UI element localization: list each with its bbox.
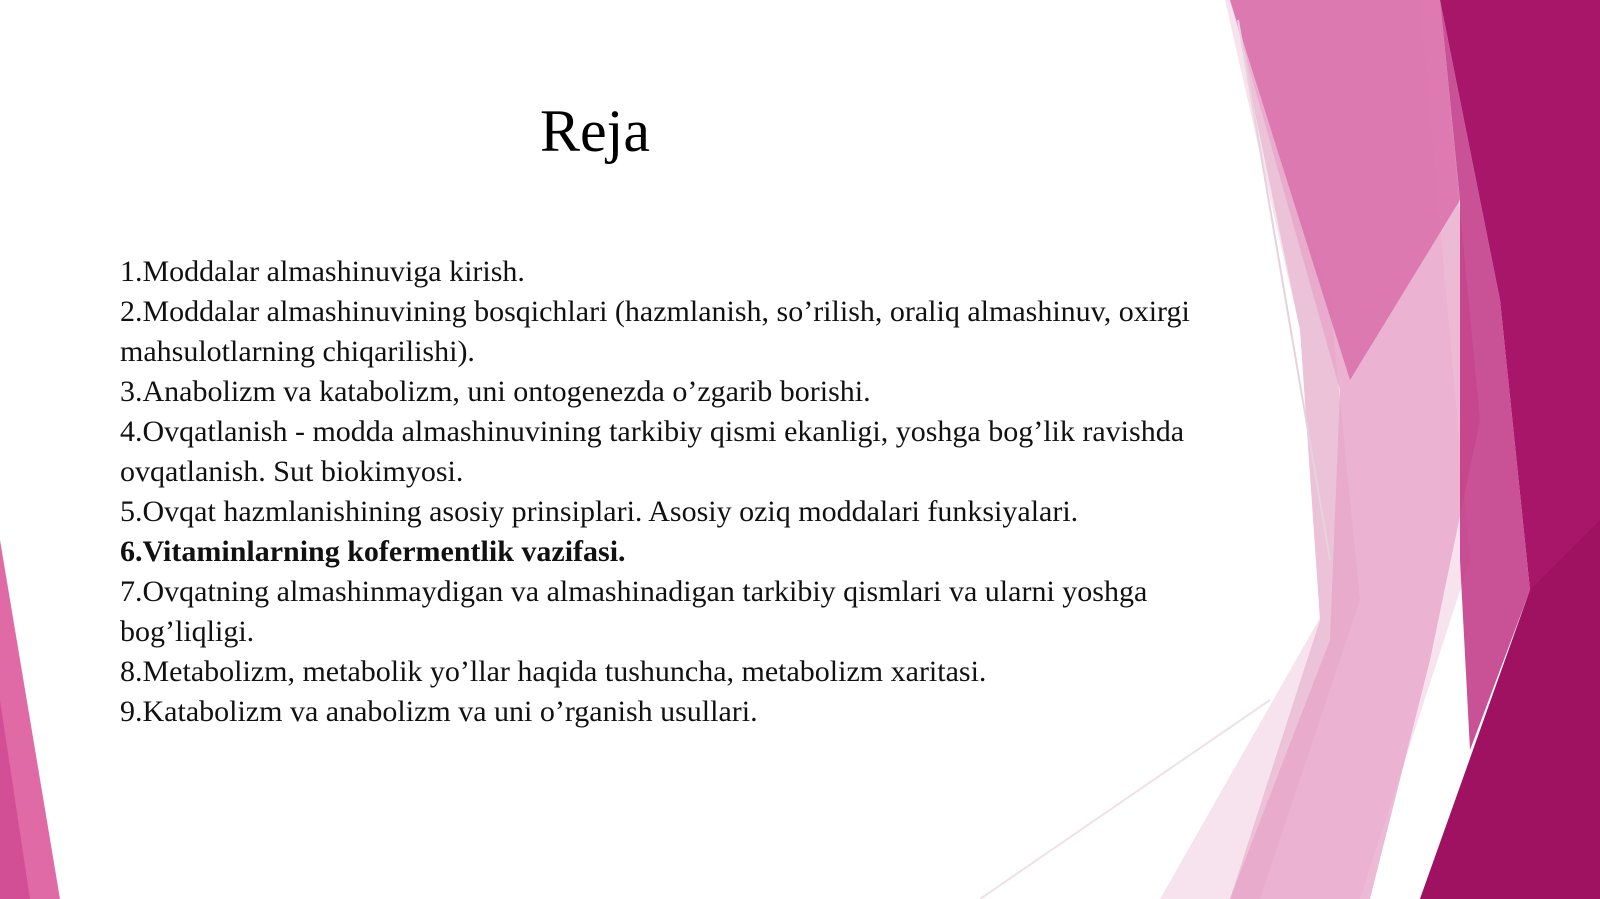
- plan-item-5: 5.Ovqat hazmlanishining asosiy prinsiplari. Asosiy oziq moddalari funksiyalari.: [120, 495, 1079, 528]
- plan-item-1: 1.Moddalar almashinuviga kirish.: [120, 255, 525, 288]
- plan-item-3: 3.Anabolizm va katabolizm, uni ontogenezda o’zgarib borishi.: [120, 375, 871, 408]
- plan-item-4: 4.Ovqatlanish - modda almashinuvining tarkibiy qismi ekanligi, yoshga bog’lik ravishda ovqatlanish. Sut biokimyosi.: [120, 415, 1185, 488]
- plan-list: [120, 252, 1270, 732]
- plan-item-7: 7.Ovqatning almashinmaydigan va almashinadigan tarkibiy qismlari va ularni yoshga bog’liqligi.: [120, 575, 1148, 648]
- plan-item-9: 9.Katabolizm va anabolizm va uni o’rganish usullari.: [120, 695, 758, 728]
- plan-item-2: 2.Moddalar almashinuvining bosqichlari (hazmlanish, so’rilish, oraliq almashinuv, oxirgi mahsulotlarning chiqarilishi).: [120, 295, 1190, 368]
- slide-title: Reja: [540, 98, 650, 164]
- plan-item-6-highlighted: 6.Vitaminlarning kofermentlik vazifasi.: [120, 535, 626, 568]
- plan-item-8: 8.Metabolizm, metabolik yo’llar haqida tushuncha, metabolizm xaritasi.: [120, 655, 987, 688]
